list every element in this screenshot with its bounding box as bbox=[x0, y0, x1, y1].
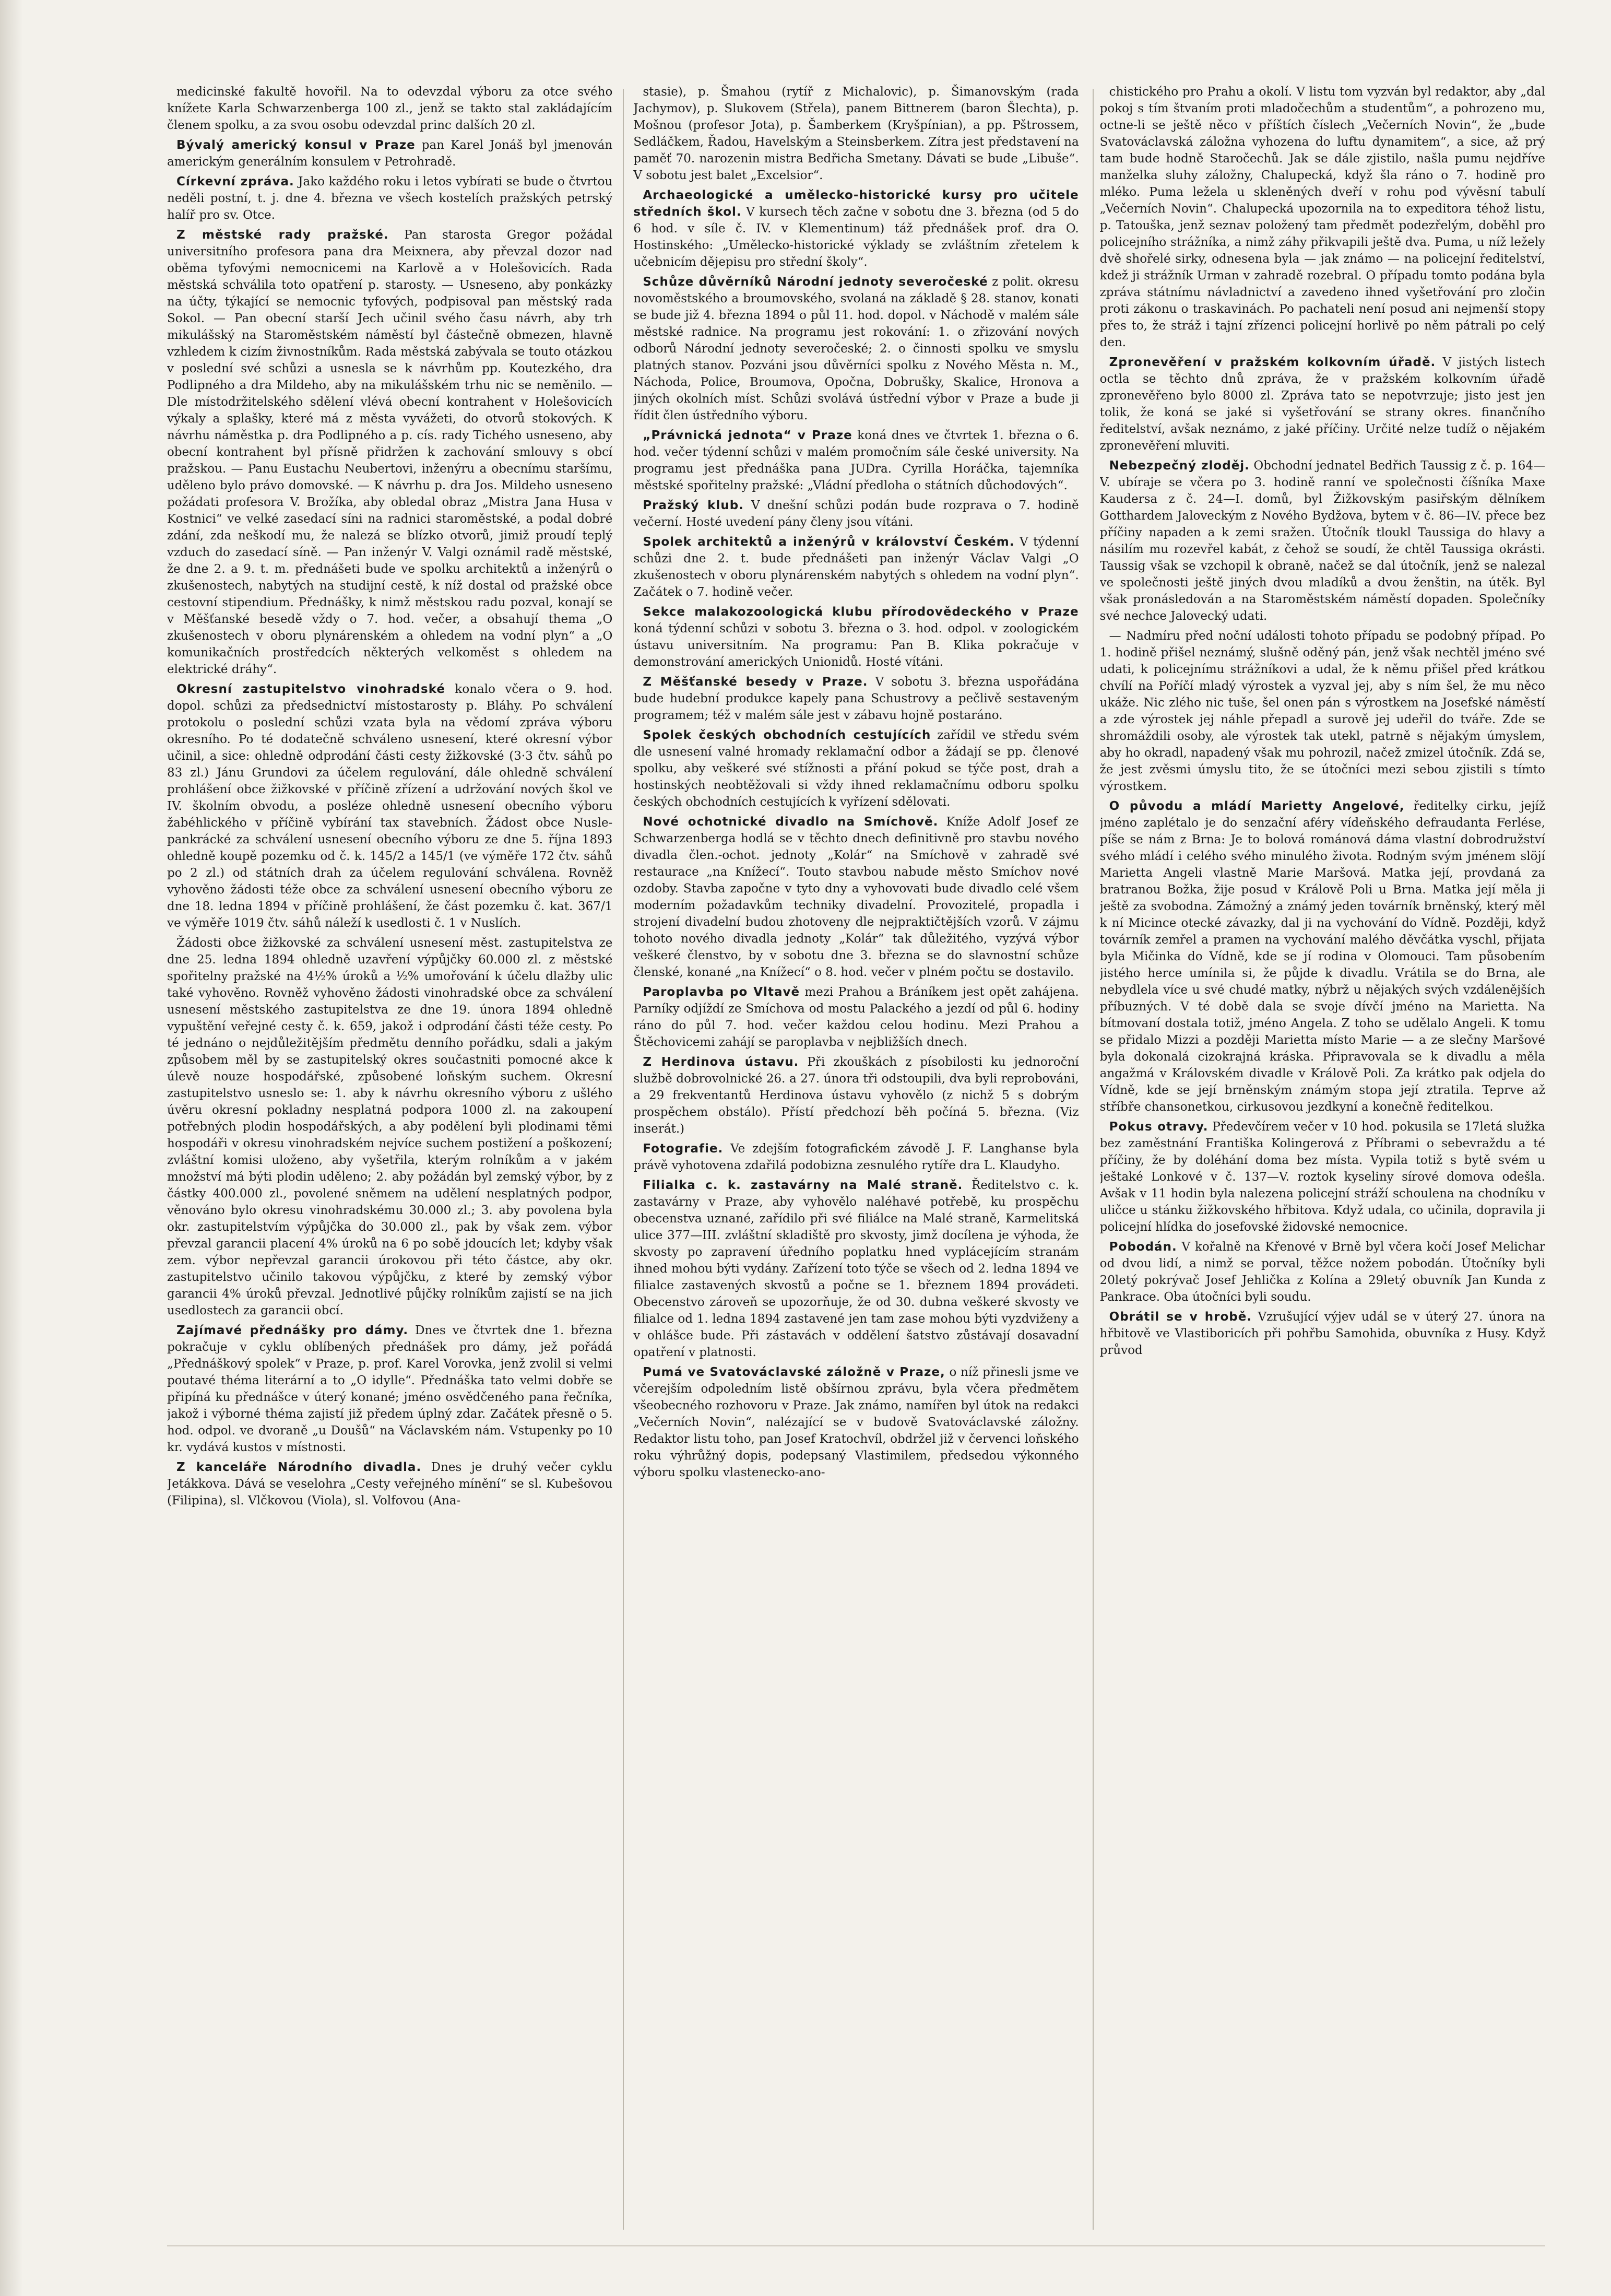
article-paragraph bbox=[633, 1054, 1079, 1137]
article-heading: Pumá ve Svatováclavské záložně v Praze, bbox=[643, 1365, 945, 1379]
article-heading: Nové ochotnické divadlo na Smíchově. bbox=[643, 815, 939, 829]
article-heading: Z Herdinova ústavu. bbox=[643, 1055, 799, 1069]
article-heading: Filialka c. k. zastavárny na Malé straně. bbox=[643, 1179, 963, 1192]
article-paragraph bbox=[167, 1322, 612, 1456]
article-paragraph bbox=[633, 427, 1079, 494]
article-heading: Pobodán. bbox=[1109, 1240, 1177, 1254]
article-paragraph bbox=[633, 534, 1079, 601]
article-paragraph bbox=[1100, 1309, 1545, 1359]
article-heading: „Právnická jednota“ v Praze bbox=[643, 429, 852, 442]
article-paragraph bbox=[1100, 354, 1545, 454]
article-text: Dnes je druhý večer cyklu Jetákkova. Dává se veselohra „Cesty veřejného mínění“ se sl. Kubešovou (Filipina), sl. Vlčkovou (Viola), sl. Volfovou (Ana- bbox=[167, 1461, 613, 1508]
article-text: koná dnes ve čtvrtek 1. března o 6. hod. večer týdenní schůzi v malém promočním sále české university. Na programu jest přednáška pana JUDra. Cyrilla Horáčka, tajemníka městské spořitelny pražské: „Vládní předloha o státních důchodových“. bbox=[633, 429, 1079, 492]
article-text: Jako každého roku i letos vybírati se bude o čtvrtou neděli postní, t. j. dne 4. března ve všech kostelích pražských petrský halíř pro sv. Otce. bbox=[167, 175, 613, 222]
article-text: zařídil ve středu svém dle usnesení valné hromady reklamační odbor a žádají se pp. členové spolku, aby veškeré své stížnosti a přání pokud se týče post, drah a hostinských neobtěžovali si vždy ihned reklamačnímu odboru spolku českých obchodních cestujících k vyřízení sdělovati. bbox=[633, 728, 1079, 809]
article-text: Předevčírem večer v 10 hod. pokusila se 17letá služka bez zaměstnání Františka Kolingerová z Příbrami o sebevraždu a té příčiny, že by doléhání doma bez místa. Vypila totiž s bytě svém u ještaké Lonkové v č. 137—V. roztok kyseliny sírové domova odešla. Avšak v 11 hodin byla nalezena policejní stráží schoulena na chodníku v uličce u stánku žižkovského hřbitova. Když udala, co učinila, dopravila ji policejní hlídka do josefovské židovské nemocnice. bbox=[1099, 1120, 1545, 1234]
article-paragraph bbox=[167, 84, 612, 134]
article-heading: Pokus otravy. bbox=[1109, 1120, 1209, 1134]
article-paragraph bbox=[633, 1140, 1079, 1174]
article-text: Žádosti obce žižkovské za schválení usnesení měst. zastupitelstva ze dne 25. ledna 1894 ohledně uzavření výpůjčky 60.000 zl. z městské spořitelny pražské na 4½% úroků a ½% umořování k účelu dlažby ulic také vyhověno. Rovněž vyhověno žádosti vinohradské obce za schválení usnesení městského zastupitelstva ze dne 19. února 1894 ohledně vypuštění veřejné cesty č. k. 659, jakož i odprodání části téže cesty. Po té jednáno o nejdůležitějším předmětu denního pořádku, sdali a jakým způsobem měl by se zastupitelský okres součastniti pomocné akce k úlevě nouze hospodářské, způsobené loňským suchem. Okresní zastupitelstvo usneslo se: 1. aby k návrhu okresního výboru z ušlého úvěru okresní pokladny nesplatná podpora 1000 zl. na zakoupení potřebných plodin hospodářských, a aby podělení byli plodinami těmi hospodáři v okresu vinohradském nejvíce suchem postižení a poškození; zvláštní komisi uloženo, aby vyšetřila, kterým rolníkům a v jakém množství má býti plodin uděleno; 2. aby požádán byl zemský výbor, by z částky 400.000 zl., povolené sněmem na udělení nesplatných podpor, věnováno bylo okresu vinohradskému 30.000 zl.; 3. aby povolena byla okr. zastupitelstvím výpůjčka do 30.000 zl., pak by však zem. výbor převzal garancii placení 4% úroků na 6 po sobě jdoucích let; kdyby však zem. výbor nepřevzal garancii úrokovou při této částce, aby okr. zastupitelstvo učinilo takovou výpůjčku, z které by zemský výbor garancii 4% úroků převzal. Jednotlivé půjčky rolníkům zajistí se na jich usedlostech za garancii obcí. bbox=[167, 936, 613, 1317]
article-text: chistického pro Prahu a okolí. V listu tom vyzván byl redaktor, aby „dal pokoj s tím štvaním proti mladočechům a studentům“, a pohrozeno mu, octne-li se ještě něco v příštích číslech „Večerních Novin“, že „bude Svatováclavská záložna vyhozena do luftu dynamitem“, a sice, až prý tam bude hodně Staročechů. Jak se dále zjistilo, našla pumu nejdříve manželka sluhy záložny, Chalupecká, když šla ráno o 7. hodině pro mléko. Puma ležela u skleněných dveří v rohu pod vývěsní tabulí „Večerních Novin“. Chalupecká upozornila na to expeditora téhož listu, p. Tatouška, jenž seznav položený tam předmět podezřelým, doběhl pro policejního strážníka, a nimž záhy přikvapili ještě dva. Puma, u níž ležely dvě shořelé sirky, odnesena byla — jak známo — na policejní ředitelství, kdež ji strážník Urman v zahradě rozebral. O případu tomto podána byla zpráva státnímu návladnictví a zavedeno ihned vyšetřování pro zločin proti zákonu o traskavinách. Po pachateli není posud ani nejmenší stopy přes to, že stráž i tajní zřízenci policejní horlivě po něm pátrali po celý den. bbox=[1099, 85, 1545, 349]
article-text: pan Karel Jonáš byl jmenován americkým generálním konsulem v Petrohradě. bbox=[167, 138, 613, 169]
article-paragraph bbox=[1100, 798, 1545, 1115]
article-text: Pan starosta Gregor požádal universitního profesora pana dra Meixnera, aby převzal dozor nad oběma tyfovými nemocnicemi na Karlově a v Holešovicích. Rada městská schválila toto opatření p. starosty. — Usneseno, aby ponkázky na účty, týkající se nemocnic tyfových, podpisoval pan městský rada Sokol. — Pan obecní starší Jech učinil svého času návrh, aby trh mikulášský na Staroměstském náměstí byl částečně obmezen, hlavně vzhledem k cizím živnostníkům. Rada městská zabývala se touto otázkou v poslední své schůzi a usnesla se k návrhům pp. Koutezkého, dra Podlipného a dra Mildeho, aby na mikulášském trhu nic se neměnilo. — Dle místodržitelského sdělení vlévá obecní kontrahent v Holešovicích výkaly a splašky, které má z města vyvážeti, do otvorů stokových. K návrhu náměstka p. dra Podlipného a p. cís. rady Tichého usneseno, aby obecní kontrahent byl přísně přidržen k zachování smlouvy s obcí pražskou. — Panu Eustachu Neubertovi, inženýru a obecnímu staršímu, uděleno bylo právo domovské. — K návrhu p. dra Jos. Mildeho usneseno požádati profesora V. Brožíka, aby obledal obraz „Mistra Jana Husa v Kostnici“ ve velké zasedací síni na radnici staroměstské, a podal dobré zdání, zda neškodí mu, že nalezá se blízko otvorů, jimiž proudí teplý vzduch do zasedací síně. — Pan inženýr V. Valgi oznámil radě městské, že dne 2. a 9. t. m. přednášeti bude ve spolku architektů a inženýrů o zkušenostech, nabytých na studijní cestě, k níž dostal od pražské obce cestovní stipendium. Přednášky, k nimž městskou radu pozval, konají se v Měšťanské besedě vždy o 7. hod. večer, a obsahují thema „O zkušenostech v oboru plynárenském a ohledem na vodní plyn“ a „O komunikačních prostředcích některých velkoměst s ohledem na elektrické dráhy“. bbox=[167, 228, 613, 676]
article-paragraph bbox=[633, 1177, 1079, 1361]
article-paragraph bbox=[633, 814, 1079, 981]
article-heading: Okresní zastupitelstvo vinohradské bbox=[176, 682, 445, 696]
article-text: Kníže Adolf Josef ze Schwarzenberga hodlá se v těchto dnech definitivně pro stavbu nového divadla člen.-ochot. jednoty „Kolár“ na Smíchově v zahradě své restaurace „na Knížecí“. Touto stavbou nabude město Smíchov nové ozdoby. Stavba započne v tyto dny a vyhovovati bude divadlo celé všem moderním požadavkům techniky divadelní. Provozitelé, propadla i strojení divadelní budou zhotoveny dle nejpraktičtějších vzorů. V zájmu tohoto nového divadla jednoty „Kolár“ tak důležitého, vyzývá výbor veškeré členstvo, by v sobotu dne 3. března se do slavnostní schůze členské, konané „na Knížecí“ o 8. hod. večer v plném počtu se dostavilo. bbox=[633, 815, 1079, 979]
article-heading: Nebezpečný zloděj. bbox=[1109, 459, 1250, 473]
article-paragraph bbox=[633, 727, 1079, 810]
article-text: Obchodní jednatel Bedřich Taussig z č. p. 164—V. ubíraje se včera po 3. hodině ranní ve společnosti číšníka Maxe Kaudersa z č. 24—I. domů, byl Žižkovským pasiřským dělníkem Gotthardem Jaloveckým z Nového Bydžova, bytem v č. 86—IV. přece bez příčiny napaden a k zemi sražen. Útočník tloukl Taussiga do hlavy a násilím mu rozevřel kabát, z čehož se soudí, že chtěl Taussiga okrásti. Taussig však se vzchopil k obraně, načež se dal útočník, jenž se nalezal ve společnosti ještě jiných dvou mladíků a dvou ženštin, na útěk. Byl však pronásledován a na Staroměstském náměstí dopaden. Společníky své nechce Jalovecký udati. bbox=[1099, 459, 1545, 623]
article-paragraph bbox=[633, 604, 1079, 670]
article-text: ředitelky cirku, jejíž jméno zaplétalo je do senzační aféry vídeňského defraudanta Ferlése, píše se nám z Brna: Je to bolová románová dáma vlastní dobrodružství svého mládí i celého svého minulého života. Rodným svým jménem slöjí Marietta Angeli vlastně Marie Maršová. Matka její, provdaná za bratranou Božka, žije posud v Králově Poli u Brna. Matka její měla ji ještě za svobodna. Zámožný a známý jeden továrník brněnský, který měl k ní Micince otecké závazky, dal ji na vychování do Vídně. Později, když továrník zemřel a pramen na vychování malého děvčátka vyschl, přijata byla Mičinka do Vídně, kde se jí rodina v Olomouci. Tam působením jistého herce umínila si, že půjde k divadlu. Vrátila se do Brna, ale nebydlela více u své chudé matky, nýbrž u nějakých svých vzdálenějších příbuzných. V té době dala se svoje dívčí jméno na Marietta. Na bítmovaní dostala totiž, jméno Angela. Z toho se udělalo Angeli. K tomu se přidalo Mizzi a později Marietta místo Marie — a ze slečny Maršové byla dokonalá cizokrajná kráska. Připravovala se k divadlu a měla angažmá v Královském divadle v Králově Poli. Za krátko pak odjela do Vídně, kde se její brněnským známým stopa její ztratila. Teprve až stříbře chansonetkou, cirkusovou jezdkyní a konečně ředitelkou. bbox=[1099, 799, 1545, 1114]
article-paragraph bbox=[633, 497, 1079, 531]
article-text: Při zkouškách z písobilosti ku jednoroční službě dobrovolnické 26. a 27. února tři odstoupili, dva byli reprobováni, a 29 frekventantů Herdinova ústavu vyhovělo (z nichž 5 s dobrým prospěchem obstálo). Přístí předchozí běh počíná 5. března. (Viz inserát.) bbox=[633, 1055, 1079, 1136]
article-text: V sobotu 3. března uspořádána bude hudební produkce kapely pana Schustrovy a pečlivě sestaveným programem; též v malém sále jest v zábavu hojně postaráno. bbox=[633, 675, 1079, 722]
article-heading: Spolek architektů a inženýrů v království Českém. bbox=[643, 535, 1015, 549]
article-paragraph bbox=[167, 681, 612, 932]
article-heading: Pražský klub. bbox=[643, 499, 744, 512]
article-text: Vzrušující výjev udál se v úterý 27. února na hřbitově ve Vlastiboricích při pohřbu Samohida, obuvníka z Husy. Když průvod bbox=[1099, 1310, 1545, 1357]
article-heading: Bývalý americký konsul v Praze bbox=[176, 138, 416, 152]
article-paragraph bbox=[1100, 84, 1545, 351]
article-paragraph bbox=[167, 935, 612, 1319]
article-text: z polit. okresu novoměstského a broumovského, svolaná na základě § 28. stanov, konati se bude již 4. března 1894 o půl 11. hod. dopol. v Náchodě v malém sále městské radnice. Na programu jest rokování: 1. o zřizování nových odborů Národní jednoty severočeské; 2. o činnosti spolku ve smyslu platných stanov. Pozváni jsou důvěrníci spolku z Nového Města n. M., Náchoda, Police, Broumova, Opočna, Dobrušky, Skalice, Hronova a jiných okolních míst. Schůzi svolává ústřední výbor v Praze a bude ji řídit člen ústředního výboru. bbox=[633, 275, 1079, 422]
article-text: medicinské fakultě hovořil. Na to odevzdal výboru za otce svého knížete Karla Schwarzenberga 100 zl., jenž se takto stal zakládajícím členem spolku, a za svou osobu odevzdal princ dalších 20 zl. bbox=[167, 85, 613, 132]
article-paragraph bbox=[167, 137, 612, 170]
article-paragraph bbox=[633, 274, 1079, 424]
article-heading: Paroplavba po Vltavě bbox=[643, 985, 800, 999]
article-text: V kořalně na Křenové v Brně byl včera kočí Josef Melichar od dvou lidí, a nimž se porval, těžce nožem pobodán. Útočníky byli 20letý pokrývač Josef Jehlička z Kolína a 29letý obuvník Jan Kunda z Pankrace. Oba útočníci byli soudu. bbox=[1099, 1240, 1545, 1304]
column-3 bbox=[1100, 84, 1545, 2235]
article-heading: Sekce malakozoologická klubu přírodovědeckého v Praze bbox=[643, 605, 1079, 619]
article-text: konalo včera o 9. hod. dopol. schůzi za předsednictví místostarosty p. Bláhy. Po schválení protokolu o poslední schůzi vzata byla na vědomí zpráva výboru okresního. Po té dodatečně schváleno usnesení, které okresní výbor učinil, a sice: ohledně odprodání části cesty žižkovské (3·3 čtv. sáhů po 83 zl.) Jánu Grundovi za účelem regulování, dále ohledně schválení prohlášení obce žižkovské v příčině zřízení a udržování nových škol ve IV. školním obvodu, a posléze ohledně usnesení obecního výboru žabéhlického v příčině vybírání tax stavebních. Žádost obce Nusle-pankrácké za schválení usnesení obecního výboru ze dne 5. října 1893 ohledně koupě pozemku od č. k. 145/2 a 145/1 (ve výměře 172 čtv. sáhů po 2 zl.) od státních drah za účelem regulování schválena. Rovněž vyhověno žádosti téže obce za schválení usnesení obecního výboru ze dne 18. ledna 1894 v příčině prohlášení, že část pozemku č. kat. 367/1 ve výměře 1019 čtv. sáhů náleží k usedlosti č. 1 v Nuslích. bbox=[167, 682, 613, 930]
scan-edge bbox=[0, 0, 23, 2296]
article-heading: Fotografie. bbox=[643, 1142, 724, 1156]
article-paragraph bbox=[633, 187, 1079, 270]
article-heading: Církevní zpráva. bbox=[176, 175, 294, 189]
footer-rule bbox=[167, 2245, 1545, 2246]
article-text: Dnes ve čtvrtek dne 1. března pokračuje v cyklu oblíbených přednášek pro dámy, jež pořádá „Přednáškový spolek“ v Praze, p. prof. Karel Vorovka, jenž zvolil si velmi poutavé théma literární a to „O idylle“. Přednáška tato velmi dobře se připíná ku přednášce v úterý konané; jméno osvědčeného pana řečníka, jakož i výborné théma zajistí již předem úplný zdar. Začátek přesně o 5. hod. odpol. ve dvoraně „u Doušů“ na Václavském nám. Vstupenky po 10 kr. vydává kustos v místnosti. bbox=[167, 1324, 613, 1454]
article-heading: Zajímavé přednášky pro dámy. bbox=[176, 1324, 409, 1337]
article-heading: Obrátil se v hrobě. bbox=[1109, 1310, 1252, 1324]
article-heading: Spolek českých obchodních cestujících bbox=[643, 728, 931, 742]
article-paragraph bbox=[633, 674, 1079, 724]
article-text: mezi Prahou a Bráníkem jest opět zahájena. Parníky odjíždí ze Smíchova od mostu Palackého a jezdí od půl 6. hodiny ráno do půl 7. hod. večer každou celou hodinu. Mezi Prahou a Štěchovicemi zahájí se paroplavba v nejbližších dnech. bbox=[633, 985, 1079, 1049]
article-paragraph bbox=[167, 1459, 612, 1509]
article-heading: O původu a mládí Marietty Angelové, bbox=[1109, 799, 1405, 813]
column-2 bbox=[633, 84, 1079, 2235]
article-text: koná týdenní schůzi v sobotu 3. března o 3. hod. odpol. v zoologickém ústavu universitním. Na programu: Pan B. Klika pokračuje v demonstrování amerických Unionidů. Hosté vítáni. bbox=[633, 622, 1079, 669]
article-text: V jistých listech octla se těchto dnů zpráva, že v pražském kolkovním úřadě zpronevěřeno bylo 8000 zl. Zpráva tato se nepotvrzuje; jisto jest jen tolik, že koná se jaké si vyšetřování se strany okres. finančního ředitelství, avšak neznámo, z jaké příčiny. Určité nelze tudíž o nějakém zpronevěření mluviti. bbox=[1099, 356, 1545, 453]
article-paragraph bbox=[633, 984, 1079, 1051]
article-text: Ve zdejším fotografickém závodě J. F. Langhanse byla právě vyhotovena zdařilá podobizna zesnulého rytíře dra L. Klaudyho. bbox=[633, 1142, 1079, 1172]
article-paragraph bbox=[1100, 628, 1545, 795]
article-paragraph bbox=[167, 173, 612, 223]
article-heading: Z kanceláře Národního divadla. bbox=[176, 1461, 422, 1474]
article-paragraph bbox=[633, 84, 1079, 184]
article-text: o níž přinesli jsme ve včerejším odpoledním listě obšírnou zprávu, byla včera předmětem všeobecného rozhovoru v Praze. Jak známo, namířen byl útok na redakci „Večerních Novin“, nalézající se v budově Svatováclavské záložny. Redaktor listu toho, pan Josef Kratochvíl, obdržel již v červenci loňského roku výhrůžný dopis, podepsaný Vlastimilem, předsedou výkonného výboru spolku vlastenecko-ano- bbox=[633, 1365, 1079, 1479]
article-paragraph bbox=[167, 227, 612, 678]
article-paragraph bbox=[633, 1364, 1079, 1481]
article-heading: Archaeologické a umělecko-historické kursy pro učitele středních škol. bbox=[633, 189, 1079, 219]
article-text: stasie), p. Šmahou (rytíř z Michalovic), p. Šimanovským (rada Jachymov), p. Slukovem (Střela), panem Bittnerem (baron Šlechta), p. Mošnou (profesor Jota), p. Šamberkem (Kryšpínian), a pp. Pštrossem, Sedláčkem, Řadou, Havelským a Steinsberkem. Zítra jest představení na paměť 70. narozenin mistra Bedřicha Smetany. Dávati se bude „Libuše“. V sobotu jest balet „Excelsior“. bbox=[633, 85, 1079, 182]
column-1 bbox=[167, 84, 612, 2235]
article-text: V týdenní schůzi dne 2. t. bude přednášeti pan inženýr Václav Valgi „O zkušenostech v oboru plynárenském nabytých s ohledem na vodní plyn“. Začátek o 7. hodině večer. bbox=[633, 535, 1079, 599]
article-paragraph bbox=[1100, 457, 1545, 625]
article-text: Ředitelstvo c. k. zastavárny v Praze, aby vyhovělo naléhavé potřebě, ku prospěchu obecenstva uznané, zařídilo při své filiálce na Malé straně, Karmelitská ulice 377—III. zvláštní skladiště pro skvosty, jimž docílena je výhoda, že skvosty po zapravení úředního poplatku hned vyplácejícím stranám ihned mohou býti vydány. Zařízení toto týče se všech od 2. ledna 1894 ve filialce zastavených skvostů a počne se 1. březnem 1894 provádeti. Obecenstvo zároveň se upozorňuje, že od 30. dubna veškeré skvosty ve filialce od 1. ledna 1894 zastavené jen tam zase mohou býti vyzdviženy a v ohlášce bude. Při zástavách v oddělení šatstvo zůstávají dosavadní opatření v platnosti. bbox=[633, 1179, 1079, 1359]
article-paragraph bbox=[1100, 1118, 1545, 1235]
article-text: V kursech těch začne v sobotu dne 3. března (od 5 do 6 hod. v síle č. IV. v Klementinum) táž přednášek prof. dra O. Hostinského: „Umělecko-historické výklady se zvláštním zřetelem k učebnicím dějepisu pro střední školy“. bbox=[633, 205, 1079, 269]
text-columns bbox=[167, 84, 1545, 2235]
article-heading: Schůze důvěrníků Národní jednoty severočeské bbox=[643, 275, 988, 289]
article-paragraph bbox=[1100, 1239, 1545, 1305]
article-text: — Nadmíru před noční události tohoto případu se podobný případ. Po 1. hodině přišel neznámý, slušně oděný pán, jenž však nechtěl jméno své udati, k policejnímu strážníkovi a udal, že k němu přišel před krátkou chvílí na Poříčí mladý výrostek a vyzval jej, aby s ním šel, že mu něco ukáže. Nic zlého nic tuše, šel onen pán s výrostkem na Josefské náměstí a zde výrostek jej náhle přepadl a surově jej udeřil do tváře. Zde se shromáždili osoby, ale výrostek tak utekl, patrně s nějakým úmyslem, aby ho okradl, napadený však mu pohrozil, načež zmizel útočník. Zdá se, že jest zvěsmi úmyslu tito, že se útočníci mezi sebou zjistili s tímto výrostkem. bbox=[1099, 629, 1545, 793]
article-text: V dnešní schůzi podán bude rozprava o 7. hodině večerní. Hosté uvedení pány členy jsou vítáni. bbox=[633, 499, 1079, 529]
article-heading: Z Měšťanské besedy v Praze. bbox=[643, 675, 868, 689]
article-heading: Z městské rady pražské. bbox=[176, 228, 389, 242]
article-heading: Zpronevěření v pražském kolkovním úřadě. bbox=[1109, 356, 1436, 369]
